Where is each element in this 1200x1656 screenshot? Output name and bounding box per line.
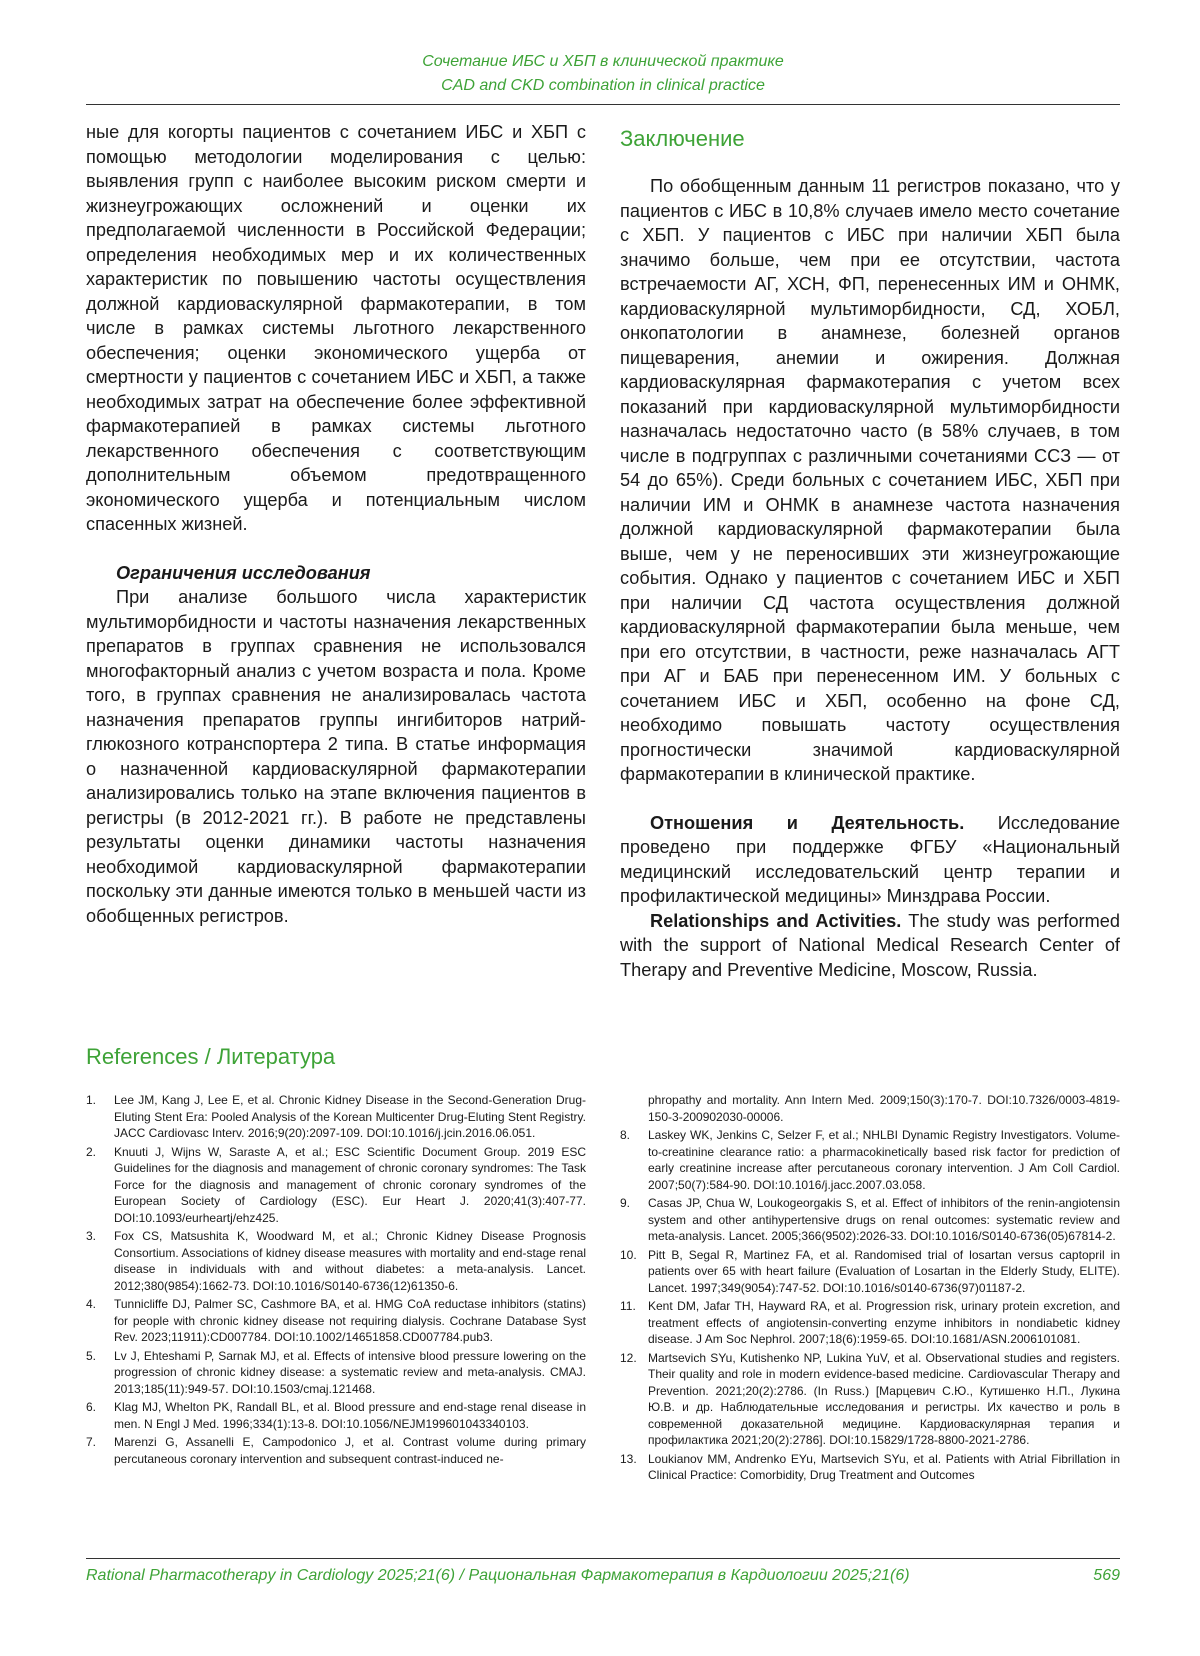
reference-item <box>620 1350 1120 1449</box>
running-header-en: CAD and CKD combination in clinical practice <box>441 77 765 94</box>
methodology-paragraph: ные для когорты пациентов с сочетанием ИБС и ХБП с помощью методологии моделирования с целью: выявления групп с наиболее высоким риском смерти и жизнеугрожающих осложнений и оценки их предполагаемой численности в Российской Федерации; определения необходимых мер и их количественных характеристик по повышению частоты осуществления должной кардиоваскулярной фармакотерапии, в том числе в рамках системы льготного лекарственного обеспечения; оценки экономического ущерба от смертности у пациентов с сочетанием ИБС и ХБП, а также необходимых затрат на обеспечение более эффективной фармакотерапией в рамках системы льготного лекарственного обеспечения с соответствующим дополнительным объемом предотвращенного экономического ущерба и потенциальным числом спасенных жизней. <box>86 122 586 534</box>
reference-item <box>620 1127 1120 1193</box>
header-divider <box>86 104 1120 105</box>
reference-text: Casas JP, Chua W, Loukogeorgakis S, et al. Effect of inhibitors of the renin-angiotensin system and other antihypertensive drugs on renal outcomes: systematic review and meta-analysis. Lancet. 2005;366(9502):2026-33. DOI:10.1016/S0140-6736(05)67814-2. <box>648 1196 1120 1243</box>
references-right-column <box>620 1092 1120 1486</box>
reference-text: Kent DM, Jafar TH, Hayward RA, et al. Progression risk, urinary protein excretion, and treatment effects of angiotensin-converting enzyme inhibitors in nondiabetic kidney disease. J Am Soc Nephrol. 2007;18(6):1959-65. DOI:10.1681/ASN.2006101081. <box>648 1299 1120 1346</box>
running-header <box>86 50 1120 98</box>
reference-number: 2. <box>86 1144 97 1159</box>
reference-item <box>86 1348 586 1398</box>
relations-ru-text: Исследование проведено при поддержке ФГБУ «Национальный медицинский исследовательский центр терапии и профилактической медицины» Минздрава России. <box>620 812 1120 906</box>
reference-number: 6. <box>86 1400 97 1414</box>
reference-item <box>86 1296 586 1346</box>
reference-item <box>86 1228 586 1294</box>
reference-text: Marenzi G, Assanelli E, Campodonico J, et al. Contrast volume during primary percutaneous coronary intervention and subsequent contrast-induced ne- <box>114 1435 586 1466</box>
reference-number: 11. <box>620 1299 636 1313</box>
reference-item <box>86 1144 586 1227</box>
reference-text: Lv J, Ehteshami P, Sarnak MJ, et al. Effects of intensive blood pressure lowering on the progression of chronic kidney disease: a systematic review and meta-analysis. CMAJ. 2013;185(11):949-57. DOI:10.1503/cmaj.121468. <box>114 1348 586 1396</box>
reference-item <box>620 1298 1120 1348</box>
conclusion-paragraph: По обобщенным данным 11 регистров показано, что у пациентов с ИБС в 10,8% случаев имело место сочетание с ХБП. У пациентов с ИБС при наличии ХБП была значимо больше, чем при ее отсутствии, частота встречаемости АГ, ХСН, ФП, перенесенных ИМ и ОНМК, кардиоваскулярной мультиморбидности, СД, ХОБЛ, онкопатологии в анамнезе, болезней органов пищеварения, анемии и ожирения. Должная кардиоваскулярная фармакотерапия с учетом всех показаний при кардиоваскулярной мультиморбидности назначалась недостаточно часто (в 58% случаев, в том числе в подгруппах с различными сочетаниями ССЗ — от 54 до 65%). Среди больных с сочетанием ИБС, ХБП при наличии ИМ и ОНМК в анамнезе частота назначения должной кардиоваскулярной фармакотерапии была выше, чем у не переносивших эти жизнеугрожающие события. Однако у пациентов с сочетанием ИБС и ХБП при наличии СД частота осуществления должной кардиоваскулярной фармакотерапии была меньше, чем при его отсутствии, в частности, реже назначалась АГТ при АГ и БАБ при перенесенном ИМ. У больных с сочетанием ИБС и ХБП, особенно на фоне СД, необходимо повышать частоту осуществления прогностически значимой кардиоваскулярной фармакотерапии в клинической практике. <box>620 176 1120 784</box>
reference-item <box>620 1247 1120 1297</box>
running-footer <box>86 1565 1120 1587</box>
reference-number: 12. <box>620 1350 637 1365</box>
reference-text: Laskey WK, Jenkins C, Selzer F, et al.; NHLBI Dynamic Registry Investigators. Volume-to-creatinine clearance ratio: a pharmacokinetically based risk factor for prediction of early creatinine increase after percutaneous coronary intervention. J Am Coll Cardiol. 2007;50(7):584-90. DOI:10.1016/j.jacc.2007.03.058. <box>648 1128 1120 1192</box>
reference-number: 3. <box>86 1229 97 1243</box>
reference-text: phropathy and mortality. Ann Intern Med. 2009;150(3):170-7. DOI:10.7326/0003-4819-150-3-200902030-00006. <box>648 1093 1120 1124</box>
limitations-heading: Ограничения исследования <box>116 562 371 583</box>
references-left-column <box>86 1092 586 1469</box>
reference-text: Knuuti J, Wijns W, Saraste A, et al.; ESC Scientific Document Group. 2019 ESC Guidelines for the diagnosis and management of chronic coronary syndromes: The Task Force for the diagnosis and management of chronic coronary syndromes of the European Society of Cardiology (ESC). Eur Heart J. 2020;41(3):407-77. DOI:10.1093/eurheartj/ehz425. <box>114 1144 586 1225</box>
reference-text: Lee JM, Kang J, Lee E, et al. Chronic Kidney Disease in the Second-Generation Drug-Eluting Stent Era: Pooled Analysis of the Korean Multicenter Drug-Eluting Stent Registry. JACC Cardiovasc Interv. 2016;9(20):2097-109. DOI:10.1016/j.jcin.2016.06.051. <box>114 1093 586 1140</box>
reference-text: Pitt B, Segal R, Martinez FA, et al. Randomised trial of losartan versus captopril in patients over 65 with heart failure (Evaluation of Losartan in the Elderly Study, ELITE). Lancet. 1997;349(9054):747-52. DOI:10.1016/s0140-6736(97)01187-2. <box>648 1247 1120 1295</box>
reference-number: 5. <box>86 1348 97 1363</box>
relations-ru-paragraph <box>620 811 1120 909</box>
footer-divider <box>86 1558 1120 1559</box>
relations-ru-label: Отношения и Деятельность. <box>650 812 965 833</box>
reference-item <box>620 1195 1120 1245</box>
reference-number: 8. <box>620 1128 631 1142</box>
reference-text: Fox CS, Matsushita K, Woodward M, et al.; Chronic Kidney Disease Prognosis Consortium. Associations of kidney disease measures with mortality and end-stage renal disease in individuals with and without diabetes: a meta-analysis. Lancet. 2012;380(9854):1662-73. DOI:10.1016/S0140-6736(12)61350-6. <box>114 1229 586 1293</box>
references-heading: References / Литература <box>86 1044 336 1069</box>
reference-number: 1. <box>86 1093 97 1107</box>
reference-number: 4. <box>86 1297 97 1311</box>
reference-text: Tunnicliffe DJ, Palmer SC, Cashmore BA, et al. HMG CoA reductase inhibitors (statins) for people with chronic kidney disease not requiring dialysis. Cochrane Database Syst Rev. 2023;11911):CD007784. DOI:10.1002/14651858.CD007784.pub3. <box>114 1297 586 1344</box>
reference-number: 9. <box>620 1196 631 1210</box>
reference-continuation <box>620 1092 1120 1125</box>
reference-item <box>86 1399 586 1432</box>
reference-number: 13. <box>620 1451 637 1466</box>
reference-item <box>620 1451 1120 1484</box>
reference-text: Martsevich SYu, Kutishenko NP, Lukina YuV, et al. Observational studies and registers. Their quality and role in modern evidence-based medicine. Cardiovascular Therapy and Prevention. 2021;20(2):2786. (In Russ.) [Марцевич С.Ю., Кутишенко Н.П., Лукина Ю.В. и др. Наблюдательные исследования и регистры. Их качество и роль в современной доказательной медицине. Кардиоваскулярная терапия и профилактика 2021;20(2):2786]. DOI:10.15829/1728-8800-2021-2786. <box>648 1350 1120 1447</box>
limitations-paragraph: При анализе большого числа характеристик мультиморбидности и частоты назначения лекарственных препаратов в группах сравнения не использовался многофакторный анализ с учетом возраста и пола. Кроме того, в группах сравнения не анализировалась частота назначения препаратов группы ингибиторов натрий-глюкозного котранспортера 2 типа. В статье информация о назначенной кардиоваскулярной фармакотерапии анализировались только на этапе включения пациентов в регистры (в 2012-2021 гг.). В работе не представлены результаты оценки динамики частоты назначения необходимой кардиоваскулярной фармакотерапии поскольку эти данные имеются только в меньшей части из обобщенных регистров. <box>86 587 586 926</box>
relations-en-text: The study was performed with the support of National Medical Research Center of Therapy and Preventive Medicine, Moscow, Russia. <box>620 910 1120 980</box>
conclusion-heading: Заключение <box>620 126 745 151</box>
relations-en-paragraph <box>620 909 1120 983</box>
running-header-ru: Сочетание ИБС и ХБП в клинической практике <box>422 53 784 70</box>
reference-item <box>86 1092 586 1142</box>
relations-en-label: Relationships and Activities. <box>650 910 902 931</box>
right-text-column <box>620 120 1120 982</box>
reference-text: Klag MJ, Whelton PK, Randall BL, et al. Blood pressure and end-stage renal disease in men. N Engl J Med. 1996;334(1):13-8. DOI:10.1056/NEJM199601043340103. <box>114 1400 586 1431</box>
left-text-column <box>86 120 586 928</box>
journal-citation: Rational Pharmacotherapy in Cardiology 2025;21(6) / Рациональная Фармакотерапия в Кардиологии 2025;21(6) <box>86 1567 910 1584</box>
reference-item <box>86 1434 586 1467</box>
reference-number: 7. <box>86 1435 97 1449</box>
reference-number: 10. <box>620 1247 637 1262</box>
page-number: 569 <box>1093 1567 1120 1584</box>
reference-text: Loukianov MM, Andrenko EYu, Martsevich SYu, et al. Patients with Atrial Fibrillation in Clinical Practice: Comorbidity, Drug Treatment and Outcomes <box>648 1451 1120 1482</box>
